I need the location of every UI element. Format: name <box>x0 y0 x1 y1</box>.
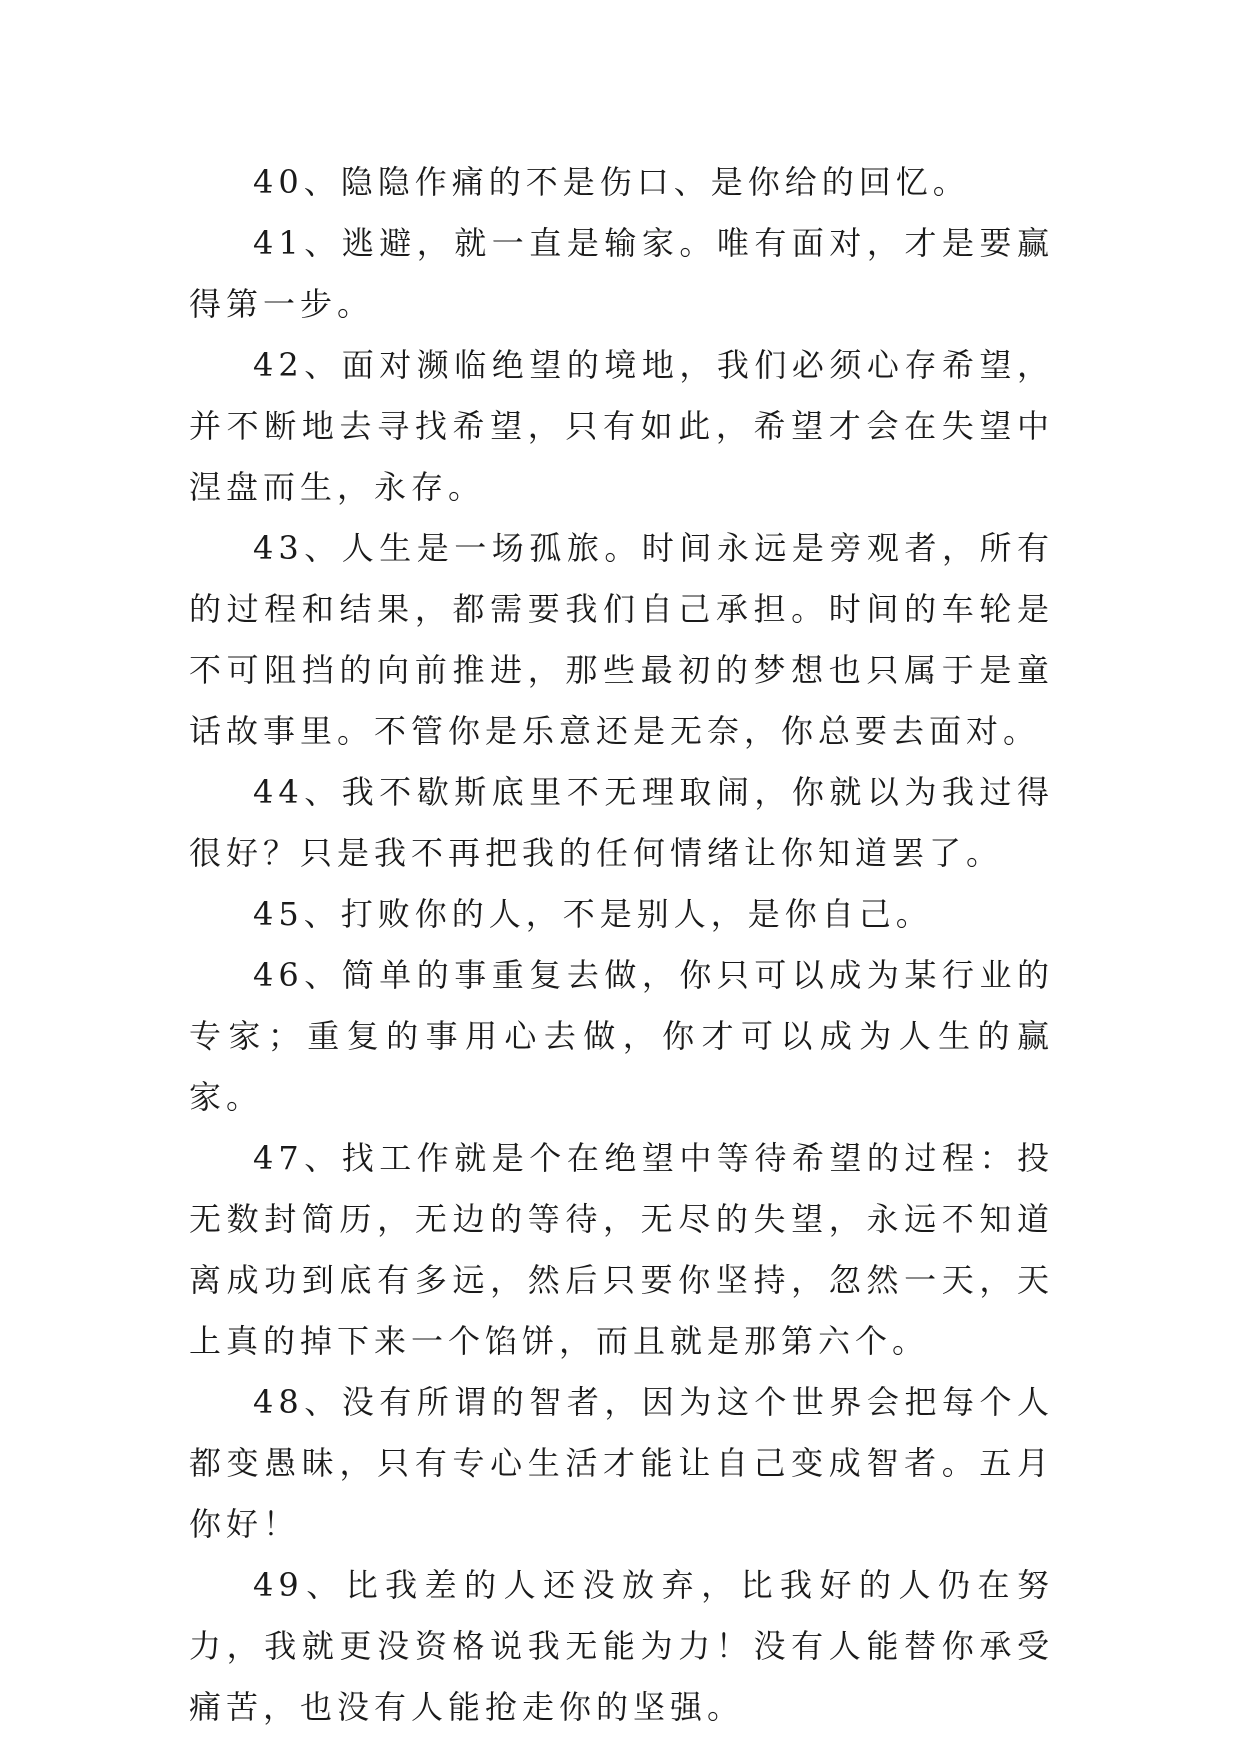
paragraph-41: 41、逃避，就一直是输家。唯有面对，才是要赢得第一步。 <box>189 224 1054 323</box>
paragraph-42: 42、面对濒临绝望的境地，我们必须心存希望，并不断地去寻找希望，只有如此，希望才会在失望中涅盘而生，永存。 <box>189 346 1054 506</box>
paragraph-45: 45、打败你的人，不是别人，是你自己。 <box>253 895 933 933</box>
paragraph-40: 40、隐隐作痛的不是伤口、是你给的回忆。 <box>253 163 970 201</box>
paragraph-46: 46、简单的事重复去做，你只可以成为某行业的专家；重复的事用心去做，你才可以成为人生的赢家。 <box>189 956 1054 1116</box>
paragraph-47: 47、找工作就是个在绝望中等待希望的过程：投无数封简历，无边的等待，无尽的失望，永远不知道离成功到底有多远，然后只要你坚持，忽然一天，天上真的掉下来一个馅饼，而且就是那第六个。 <box>189 1139 1054 1360</box>
paragraph-49: 49、比我差的人还没放弃，比我好的人仍在努力，我就更没资格说我无能为力！没有人能替你承受痛苦，也没有人能抢走你的坚强。 <box>189 1566 1054 1726</box>
paragraph-44: 44、我不歇斯底里不无理取闹，你就以为我过得很好？只是我不再把我的任何情绪让你知道罢了。 <box>189 773 1054 872</box>
document-body <box>189 152 1054 1738</box>
paragraph-48: 48、没有所谓的智者，因为这个世界会把每个人都变愚昧，只有专心生活才能让自己变成智者。五月你好！ <box>189 1383 1054 1543</box>
paragraph-43: 43、人生是一场孤旅。时间永远是旁观者，所有的过程和结果，都需要我们自己承担。时间的车轮是不可阻挡的向前推进，那些最初的梦想也只属于是童话故事里。不管你是乐意还是无奈，你总要去面对。 <box>189 529 1054 750</box>
